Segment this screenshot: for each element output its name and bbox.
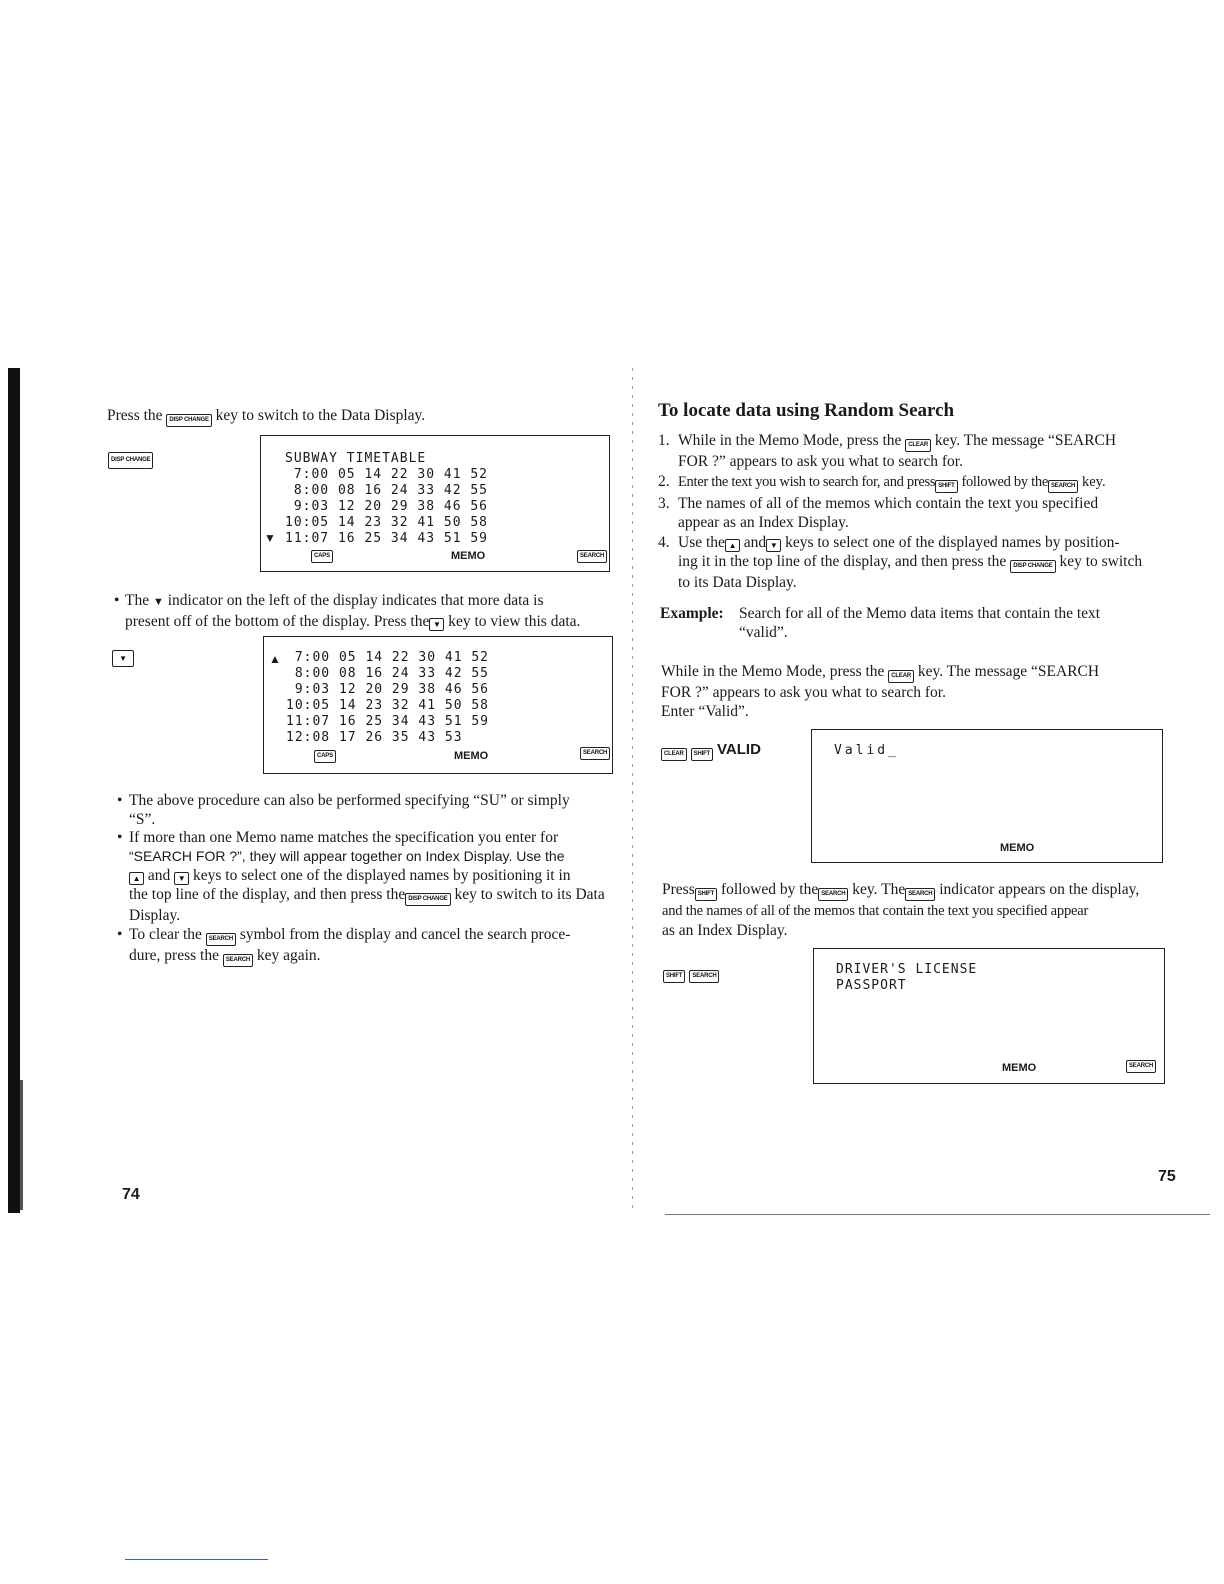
display-line: 11:07 16 25 34 43 51 59 xyxy=(286,714,490,729)
display-line: 9:03 12 20 29 38 46 56 xyxy=(285,499,489,514)
search-indicator-icon: SEARCH xyxy=(580,747,610,760)
lcd-display-results xyxy=(813,948,1165,1084)
display-line: 11:07 16 25 34 43 51 59 xyxy=(285,531,489,546)
shift-key-icon: SHIFT xyxy=(695,888,717,901)
display-line: 7:00 05 14 22 30 41 52 xyxy=(286,650,490,665)
lcd-display-subway xyxy=(260,435,610,572)
data-key-icon: DISP CHANGE xyxy=(1010,560,1055,573)
bullet-dot: • xyxy=(117,792,123,809)
key-sequence-valid xyxy=(661,741,761,761)
memo-indicator: MEMO xyxy=(1000,842,1035,854)
bullet-dot: • xyxy=(117,829,123,846)
down-indicator-icon: ▼ xyxy=(152,596,164,608)
shift-key-icon: SHIFT xyxy=(691,748,713,761)
down-indicator-icon: ▼ xyxy=(264,531,276,545)
steps-list xyxy=(658,431,1168,592)
down-key-icon: ▼ xyxy=(112,650,134,667)
step-1: 1. While in the Memo Mode, press the CLEAR key. The message “SEARCH FOR ?” appears to ask you what to search for. xyxy=(658,432,1117,470)
caps-indicator-icon: CAPS xyxy=(314,750,336,763)
search-indicator-icon: SEARCH xyxy=(1126,1060,1156,1073)
left-intro: Press the DISP CHANGE key to switch to the Data Display. xyxy=(107,406,425,427)
lcd-display-subway-scrolled xyxy=(263,636,613,774)
shift-key-icon: SHIFT xyxy=(663,970,685,983)
step-2: 2. Enter the text you wish to search for, and press SHIFT followed by the SEARCH key. xyxy=(658,472,1168,493)
binding-shadow-edge xyxy=(20,1080,23,1210)
data-key-icon: DISP CHANGE xyxy=(108,452,153,469)
up-indicator-icon: ▲ xyxy=(269,652,281,666)
bullet-dot: • xyxy=(114,592,120,609)
display-line: DRIVER'S LICENSE xyxy=(836,962,978,977)
data-key-icon: DISP CHANGE xyxy=(166,414,211,427)
display-line: 10:05 14 23 32 41 50 58 xyxy=(285,515,489,530)
example-label: Example: xyxy=(660,605,724,622)
bullet-paragraph-4: To clear the SEARCH symbol from the display and cancel the search proce- dure, press the SEARCH key again. xyxy=(129,925,624,967)
display-line: 8:00 08 16 24 33 42 55 xyxy=(286,666,490,681)
page-fold xyxy=(632,368,633,1208)
down-key-icon: ▼ xyxy=(429,618,444,631)
bottom-rule xyxy=(665,1214,1210,1215)
display-line: 7:00 05 14 22 30 41 52 xyxy=(285,467,489,482)
bullet-dot: • xyxy=(117,926,123,943)
section-heading: To locate data using Random Search xyxy=(658,400,955,421)
display-line: 12:08 17 26 35 43 53 xyxy=(286,730,463,745)
display-line: 8:00 08 16 24 33 42 55 xyxy=(285,483,489,498)
key-sequence-search xyxy=(663,963,719,983)
page-number-left: 74 xyxy=(122,1186,140,1203)
display-line: PASSPORT xyxy=(836,978,907,993)
down-key-icon: ▼ xyxy=(766,539,781,552)
search-key-icon: SEARCH xyxy=(1048,480,1078,493)
search-key-icon: SEARCH xyxy=(818,888,848,901)
bullet-paragraph-1: The ▼ indicator on the left of the display indicates that more data is present off of the bottom of the display. Press the ▼ key to view this data. xyxy=(125,592,581,630)
footer-link-line xyxy=(125,1559,268,1560)
search-key-icon: SEARCH xyxy=(689,970,719,983)
display-line: Valid_ xyxy=(834,743,899,758)
up-key-icon: ▲ xyxy=(725,539,740,552)
memo-indicator: MEMO xyxy=(1002,1062,1037,1074)
binding-shadow xyxy=(8,368,20,1213)
caps-indicator-icon: CAPS xyxy=(311,550,333,563)
clear-key-icon: CLEAR xyxy=(661,748,687,761)
memo-indicator: MEMO xyxy=(454,750,489,762)
data-key-icon: DISP CHANGE xyxy=(405,893,450,906)
bullet-paragraph-3: If more than one Memo name matches the specification you enter for “SEARCH FOR ?”, they will appear together on Index Display. Use the ▲ and ▼ keys to select one of the displayed names by positioning it in the top line of the display, and then press the DISP CHANGE key to switch to its Data Display. xyxy=(129,829,605,924)
display-line: SUBWAY TIMETABLE xyxy=(285,451,427,466)
step-3: 3. The names of all of the memos which contain the text you specified appear as an Index Display. xyxy=(658,495,1099,531)
memo-indicator: MEMO xyxy=(451,550,486,562)
bullet-paragraph-2: The above procedure can also be performed specifying “SU” or simply “S”. xyxy=(129,792,570,828)
clear-key-icon: CLEAR xyxy=(888,670,914,683)
search-indicator-icon: SEARCH xyxy=(206,933,236,946)
display-line: 9:03 12 20 29 38 46 56 xyxy=(286,682,490,697)
search-indicator-icon: SEARCH xyxy=(577,550,607,563)
search-indicator-icon: SEARCH xyxy=(905,888,935,901)
up-key-icon: ▲ xyxy=(129,872,144,885)
shift-key-icon: SHIFT xyxy=(935,480,957,493)
lcd-display-valid xyxy=(811,729,1163,863)
display-line: 10:05 14 23 32 41 50 58 xyxy=(286,698,490,713)
paragraph-enter-valid: While in the Memo Mode, press the CLEAR key. The message “SEARCH FOR ?” appears to ask you what to search for. Enter “Valid”. xyxy=(661,663,1100,720)
search-key-icon: SEARCH xyxy=(223,954,253,967)
page-number-right: 75 xyxy=(1158,1168,1176,1185)
step-4: 4. Use the ▲ and ▼ keys to select one of the displayed names by position- ing it in the top line of the display, and then press the DISP CHANGE key to switch to its Data Display. xyxy=(658,534,1143,591)
down-key-icon: ▼ xyxy=(174,872,189,885)
clear-key-icon: CLEAR xyxy=(905,439,931,452)
example-text: Search for all of the Memo data items that contain the text “valid”. xyxy=(739,605,1101,641)
paragraph-results: Press SHIFT followed by the SEARCH key. The SEARCH indicator appears on the display, and the names of all of the memos that contain the text you specified appear as an Index Display. xyxy=(662,881,1140,939)
input-label: VALID xyxy=(717,741,761,758)
